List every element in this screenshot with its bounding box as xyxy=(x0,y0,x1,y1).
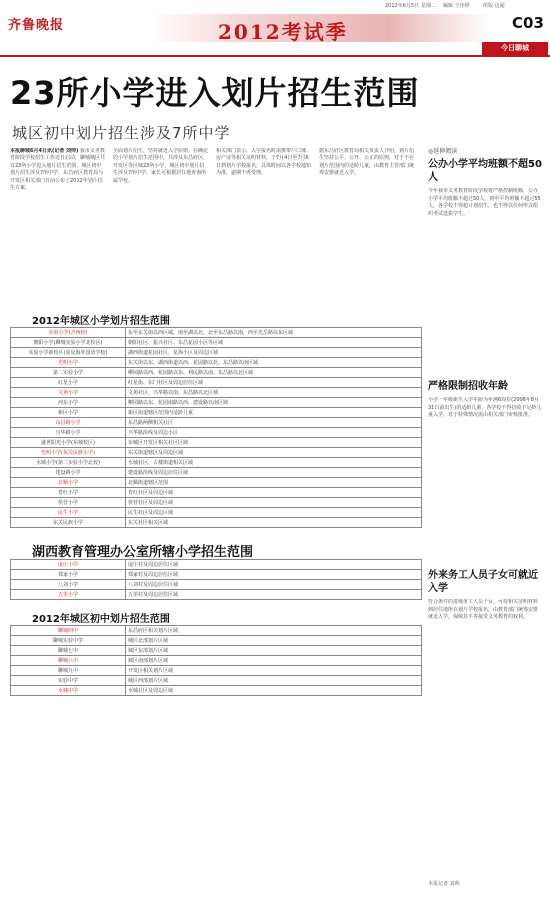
school-name: 文苑小学 xyxy=(11,388,126,398)
enrollment-area: 城区南部划片区域 xyxy=(126,656,422,666)
table-row xyxy=(11,328,422,338)
school-name: 兴华路小学 xyxy=(11,428,126,438)
enrollment-area: 红星街、东门社区及周边居住区域 xyxy=(126,378,422,388)
section-tag: 今日聊城 xyxy=(482,42,548,55)
table1-title: 2012年城区小学划片招生范围 xyxy=(32,316,170,327)
table-row xyxy=(11,590,422,600)
school-name: 八刘小学 xyxy=(11,580,126,590)
school-name: 实验小学新校区(原星海外国语学校) xyxy=(11,348,126,358)
article-body xyxy=(10,148,420,308)
topbar-weekday: 星期二 xyxy=(421,3,437,9)
divider xyxy=(0,55,550,57)
headline: 23所小学进入划片招生范围 xyxy=(10,74,420,112)
enrollment-area: 湖西街道花园社区、星海小区及周边区域 xyxy=(126,348,422,358)
topbar-date: 2012年6月5日 xyxy=(385,3,420,9)
table-row xyxy=(11,636,422,646)
table2-title: 2012年城区初中划片招生范围 xyxy=(32,614,170,625)
subsection-table xyxy=(10,559,422,600)
school-name: 庞庄小学 xyxy=(11,560,126,570)
enrollment-area: 育红社区及周边区域 xyxy=(126,488,422,498)
reporter-credit: 本报记者 刘帅 xyxy=(428,881,460,887)
sidebar xyxy=(428,148,542,908)
enrollment-area: 东关社区相关区域 xyxy=(126,518,422,528)
sidebar-heading: 公办小学平均班额不超50人 xyxy=(428,159,542,184)
enrollment-area: 兴华路沿线及周边小区 xyxy=(126,428,422,438)
school-name: 聊城实验中学 xyxy=(11,636,126,646)
enrollment-area: 开发区相关划片区域 xyxy=(126,666,422,676)
school-name: 聊城四中 xyxy=(11,626,126,636)
table-row xyxy=(11,428,422,438)
article-column xyxy=(216,148,311,308)
newspaper-logo: 齐鲁晚报 xyxy=(8,18,65,33)
sidebar-heading: 严格限制招收年龄 xyxy=(428,381,508,393)
enrollment-area: 民生社区及周边区域 xyxy=(126,508,422,518)
table-row xyxy=(11,646,422,656)
table-row xyxy=(11,418,422,428)
school-name: 北顺小学 xyxy=(11,478,126,488)
enrollment-area: 朝阳社区、振兴社区、东昌花园小区等区域 xyxy=(126,338,422,348)
school-name: 第二实验小学 xyxy=(11,368,126,378)
enrollment-area: 东城区开发区相关社区区域 xyxy=(126,438,422,448)
banner-title: 2012考试季 xyxy=(218,20,348,44)
school-name: 民生小学 xyxy=(11,508,126,518)
school-name: 聊城七中 xyxy=(11,646,126,656)
table-row xyxy=(11,488,422,498)
subsection-title: 湖西教育管理办公室所辖小学招生范围 xyxy=(32,545,254,560)
enrollment-area: 水城社区及周边区域 xyxy=(126,686,422,696)
enrollment-area: 北顺街道辖区范围 xyxy=(126,478,422,488)
enrollment-area: 东昌府区相关划片区域 xyxy=(126,626,422,636)
enrollment-area: 五里村及周边居住区域 xyxy=(126,590,422,600)
school-name: 聊城九中 xyxy=(11,666,126,676)
topbar-designer: 组版 边闻 xyxy=(483,3,505,9)
table1 xyxy=(10,327,422,528)
enrollment-area: 城区西部划片区域 xyxy=(126,676,422,686)
sidebar-tag: ◎延伸阅读 xyxy=(428,148,458,155)
page-number: C03 xyxy=(512,14,544,32)
column-text: 全面划片招生，坚持就近入学原则。在确定的小学划片招生范围中，共涉及东昌府区、开发区等区域23所小学，城区初中划片招生涉及7所中学，家长可根据居住地查询所属学校。 xyxy=(113,148,208,184)
table-row xyxy=(11,570,422,580)
column-text: 据东昌府区教育局相关负责人介绍，划片招生坚持公平、公开、公正的原则，对于不在划片范围内的适龄儿童，由教育主管部门统筹安排就近入学。 xyxy=(319,148,414,177)
school-name: 盛世阳光小学(东城校区) xyxy=(11,438,126,448)
school-name: 郑家小学 xyxy=(11,570,126,580)
enrollment-area: 柳园路以西、花园路以东、利民路以南、东昌路以北区域 xyxy=(126,368,422,378)
enrollment-area: 八刘村及周边居住区域 xyxy=(126,580,422,590)
school-name: 育红小学 xyxy=(11,488,126,498)
school-name: 河东小学 xyxy=(11,398,126,408)
school-name: 水城中学 xyxy=(11,686,126,696)
table-row xyxy=(11,438,422,448)
table-row xyxy=(11,358,422,368)
enrollment-area: 东至东关街以西区域，南至湖以北，北至东昌路以南，西至光岳路以东区域 xyxy=(126,328,422,338)
school-name: 五里小学 xyxy=(11,590,126,600)
table-row xyxy=(11,656,422,666)
table-row xyxy=(11,458,422,468)
enrollment-area: 文苑社区、兴华路以南、东昌路以北区域 xyxy=(126,388,422,398)
enrollment-area: 侯营社区及周边区域 xyxy=(126,498,422,508)
table-row xyxy=(11,368,422,378)
table-row xyxy=(11,626,422,636)
sidebar-text: 符合条件的进城务工人员子女，可持相关证明材料到居住地所在划片学校报名，由教育部门统筹安排就近入学，保障其平等接受义务教育的权利。 xyxy=(428,599,539,621)
table-row xyxy=(11,676,422,686)
table-row xyxy=(11,560,422,570)
table-row xyxy=(11,580,422,590)
table2 xyxy=(10,625,422,696)
table-row xyxy=(11,508,422,518)
table-row xyxy=(11,686,422,696)
enrollment-area: 柳园路以东、花园南路以西、建设路以南区域 xyxy=(126,398,422,408)
school-name: 光明小学 xyxy=(11,358,126,368)
school-name: 建设路小学 xyxy=(11,468,126,478)
table-row xyxy=(11,478,422,488)
table-row xyxy=(11,388,422,398)
enrollment-area: 东昌路两侧相关社区 xyxy=(126,418,422,428)
school-name: 新区小学 xyxy=(11,408,126,418)
subheadline: 城区初中划片招生涉及7所中学 xyxy=(12,124,231,142)
sidebar-text: 今年我市义务教育阶段学校将严格控制班额，公办小学平均班额不超过50人，初中平均班额不超过55人，各学校不得超计划招生，也不得以任何形式组织考试选拔学生。 xyxy=(428,188,541,217)
school-name: 实验中学 xyxy=(11,676,126,686)
school-name: 红星小学 xyxy=(11,378,126,388)
enrollment-area: 城区北部划片区域 xyxy=(126,636,422,646)
enrollment-area: 庞庄村及周边居住区域 xyxy=(126,560,422,570)
column-text: 相关部门表示，入学报名时需携带户口簿、房产证等相关证明材料，于7月4日至7月6日到划片学校报名，具体时间以各学校通知为准，逾期不再受理。 xyxy=(216,148,311,177)
topbar-editor: 编辑 王伟烨 xyxy=(443,3,470,9)
sidebar-text: 小学一年级新生入学年龄为年满6周岁(2006年8月31日前出生)的适龄儿童，各学校不得招收不足龄儿童入学，对于特殊情况需由相关部门审核批准。 xyxy=(428,397,542,419)
table-row xyxy=(11,666,422,676)
table-row xyxy=(11,518,422,528)
school-name: 水城小学(第二实验小学北校) xyxy=(11,458,126,468)
table-row xyxy=(11,398,422,408)
school-name: 聊城八中 xyxy=(11,656,126,666)
enrollment-area: 水城社区、古楼街道相关区域 xyxy=(126,458,422,468)
school-name: 朝阳小学(聊城实验小学北校区) xyxy=(11,338,126,348)
school-name: 侯营小学 xyxy=(11,498,126,508)
column-text: 我市义务教育阶段学校招生工作近日启动，聊城城区共有23所小学进入划片招生范围，城区初中划片招生涉及7所中学，东昌府区教育局与开发区相关部门日前公布了2012年划片招生方案。 xyxy=(10,148,105,192)
enrollment-area: 城区东部划片区域 xyxy=(126,646,422,656)
article-column xyxy=(113,148,208,308)
article-column xyxy=(10,148,105,308)
enrollment-area: 建设路沿线及周边居住区域 xyxy=(126,468,422,478)
enrollment-area: 新区街道辖区范围内适龄儿童 xyxy=(126,408,422,418)
table-row xyxy=(11,468,422,478)
school-name: 东关民族小学 xyxy=(11,518,126,528)
sidebar-heading: 外来务工人员子女可就近入学 xyxy=(428,570,538,595)
topbar xyxy=(0,0,550,10)
school-name: 东昌路小学 xyxy=(11,418,126,428)
article-column xyxy=(319,148,414,308)
table-row xyxy=(11,448,422,458)
byline: 本报聊城6月4日讯(记者 刘帅) xyxy=(10,148,79,154)
table-row xyxy=(11,348,422,358)
enrollment-area: 郑家村及周边居住区域 xyxy=(126,570,422,580)
enrollment-area: 东关街以东、湖西街道以西、花园路以北、东昌路以南区域 xyxy=(126,358,422,368)
school-name: 实验小学(含西校) xyxy=(11,328,126,338)
table-row xyxy=(11,498,422,508)
table-row xyxy=(11,338,422,348)
table-row xyxy=(11,408,422,418)
school-name: 光明小学(东关民族小学) xyxy=(11,448,126,458)
enrollment-area: 东关街道辖区及周边区域 xyxy=(126,448,422,458)
table-row xyxy=(11,378,422,388)
